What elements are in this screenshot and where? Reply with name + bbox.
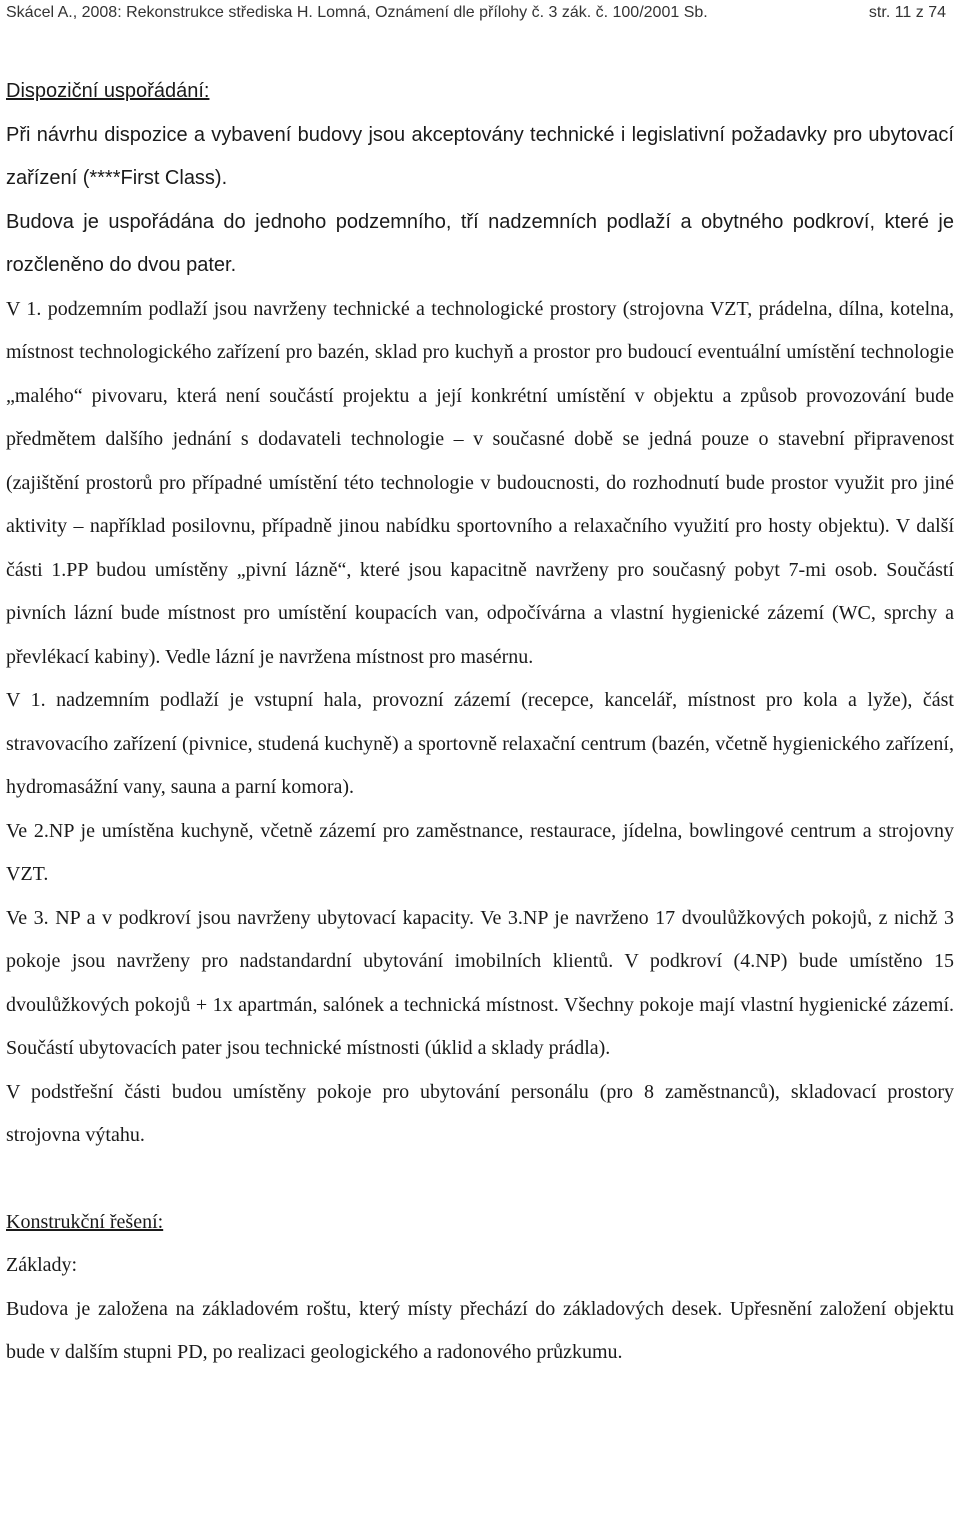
section-heading-disposition: Dispoziční uspořádání: <box>6 80 210 102</box>
paragraph-second-floor: Ve 2.NP je umístěna kuchyně, včetně zázemí pro zaměstnance, restaurace, jídelna, bowlingové centrum a strojovny VZT. <box>6 819 954 885</box>
page-header <box>6 4 954 28</box>
paragraph-first-floor: V 1. nadzemním podlaží je vstupní hala, provozní zázemí (recepce, kancelář, místnost pro kola a lyže), část stravovacího zařízení (pivnice, studená kuchyně) a sportovně relaxační centrum (bazén, včetně hygienického zařízení, hydromasážní vany, sauna a parní komora). <box>6 689 954 798</box>
paragraph-basement: V 1. podzemním podlaží jsou navrženy technické a technologické prostory (strojovna VZT, prádelna, dílna, kotelna, místnost technologického zařízení pro bazén, sklad pro kuchyň a prostor pro budoucí eventuální umístění technologie „malého“ pivovaru, která není součástí projektu a její konkrétní umístění v objektu a způsob provozování bude předmětem dalšího jednání s dodavateli technologie – v současné době se jedná pouze o stavební připravenost (zajištění prostorů pro případné umístění této technologie v budoucnosti, do rozhodnutí bude prostor využit pro jiné aktivity – například posilovnu, případně jinou nabídku sportovního a relaxačního využití pro hosty objektu). V další části 1.PP budou umístěny „pivní lázně“, které jsou kapacitně navrženy pro současný pobyt 7-mi osob. Součástí pivních lázní bude místnost pro umístění koupacích van, odpočívárna a vlastní hygienické zázemí (WC, sprchy a převlékací kabiny). Vedle lázní je navržena místnost pro masérnu. <box>6 297 954 668</box>
paragraph-requirements: Při návrhu dispozice a vybavení budovy jsou akceptovány technické i legislativní požadavky pro ubytovací zařízení (****First Class). <box>6 123 954 189</box>
section-heading-construction: Konstrukční řešení: <box>6 1210 164 1233</box>
paragraph-roof-space: V podstřešní části budou umístěny pokoje pro ubytování personálu (pro 8 zaměstnanců), skladovací prostory strojovna výtahu. <box>6 1080 954 1146</box>
paragraph-building-floors: Budova je uspořádána do jednoho podzemního, tří nadzemních podlaží a obytného podkroví, které je rozčleněno do dvou pater. <box>6 210 954 276</box>
header-page-number: str. 11 z 74 <box>868 4 946 21</box>
document-body <box>6 70 954 1375</box>
subheading-foundations: Základy: <box>6 1254 78 1276</box>
paragraph-third-floor-attic: Ve 3. NP a v podkroví jsou navrženy ubytovací kapacity. Ve 3.NP je navrženo 17 dvoulůžkových pokojů, z nichž 3 pokoje jsou navrženy pro nadstandardní ubytování imobilních klientů. V podkroví (4.NP) bude umístěno 15 dvoulůžkových pokojů + 1x apartmán, salónek a technická místnost. Všechny pokoje mají vlastní hygienické zázemí. Součástí ubytovacích pater jsou technické místnosti (úklid a sklady prádla). <box>6 906 954 1059</box>
section-spacer <box>6 1158 954 1201</box>
header-citation: Skácel A., 2008: Rekonstrukce střediska H. Lomná, Oznámení dle přílohy č. 3 zák. č. 100/2001 Sb. <box>6 4 708 21</box>
paragraph-foundations: Budova je založena na základovém roštu, který místy přechází do základových desek. Upřesnění založení objektu bude v dalším stupni PD, po realizaci geologického a radonového průzkumu. <box>6 1297 954 1363</box>
